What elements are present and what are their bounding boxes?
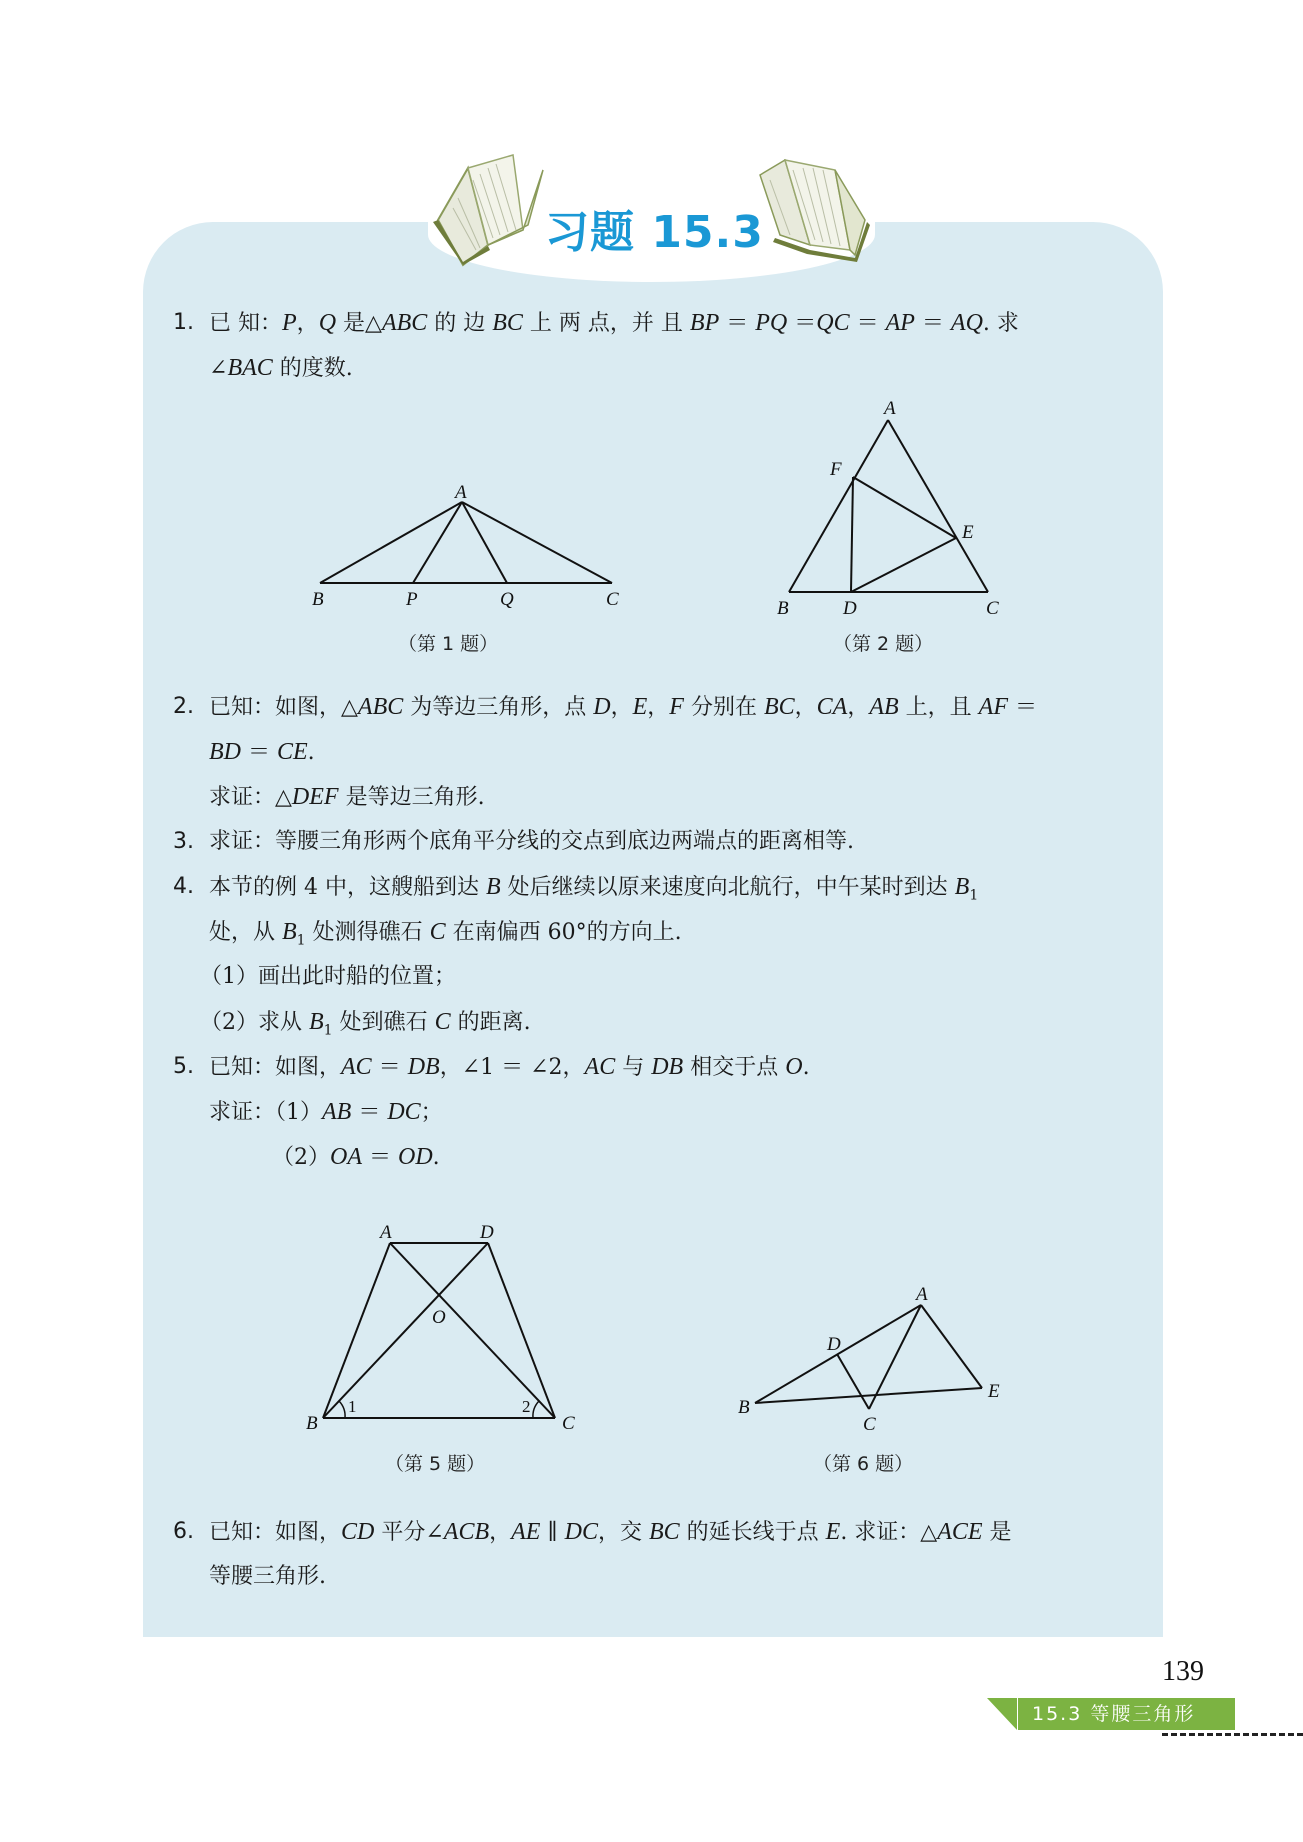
label-C: C bbox=[863, 1414, 876, 1435]
text: ， bbox=[794, 695, 817, 720]
text: ， bbox=[296, 311, 319, 336]
segment-DC bbox=[488, 1243, 555, 1418]
math: C bbox=[434, 1009, 451, 1035]
math: PQ bbox=[755, 310, 788, 336]
math: CD bbox=[341, 1519, 375, 1545]
math: QC bbox=[816, 310, 850, 336]
math: DEF bbox=[291, 784, 339, 810]
math: B bbox=[282, 919, 297, 945]
math: BP bbox=[689, 310, 720, 336]
text: ， bbox=[647, 695, 670, 720]
label-P: P bbox=[406, 589, 418, 610]
angle-1-arc bbox=[339, 1401, 345, 1418]
math: CA bbox=[816, 694, 848, 720]
label-A: A bbox=[380, 1222, 392, 1243]
text: ＝ bbox=[241, 740, 277, 765]
label-A: A bbox=[455, 482, 467, 503]
text: ＝ bbox=[1008, 695, 1037, 720]
problem-2-number: 2. bbox=[173, 694, 194, 719]
text: 在南偏西 60°的方向上. bbox=[445, 920, 682, 945]
label-A: A bbox=[884, 398, 896, 419]
math: AQ bbox=[950, 310, 983, 336]
label-D: D bbox=[827, 1334, 841, 1355]
math: BC bbox=[648, 1519, 680, 1545]
problem-4-sub-1: （1）画出此时船的位置； bbox=[200, 964, 456, 989]
label-D: D bbox=[843, 598, 857, 619]
text: . 求 bbox=[982, 311, 1019, 336]
math: DC bbox=[387, 1099, 421, 1125]
text: ＝ bbox=[351, 1100, 388, 1125]
text: 的延长线于点 bbox=[679, 1520, 826, 1545]
footer-tag-arrow bbox=[987, 1698, 1017, 1730]
text: ∥ bbox=[540, 1520, 565, 1545]
label-C: C bbox=[562, 1413, 575, 1434]
label-Q: Q bbox=[500, 589, 514, 610]
segment-DE bbox=[851, 538, 956, 592]
text: 是△ bbox=[336, 311, 382, 336]
problem-3-number: 3. bbox=[173, 829, 194, 854]
problem-3-line-1: 求证：等腰三角形两个底角平分线的交点到底边两端点的距离相等. bbox=[209, 829, 854, 854]
subscript: 1 bbox=[296, 932, 306, 949]
page-number: 139 bbox=[1162, 1656, 1204, 1687]
label-B: B bbox=[738, 1397, 750, 1418]
text: 相交于点 bbox=[683, 1055, 786, 1080]
text: 的距离. bbox=[450, 1010, 531, 1035]
math: E bbox=[825, 1519, 841, 1545]
math: AC bbox=[341, 1054, 372, 1080]
segment-AC bbox=[390, 1243, 555, 1418]
figure-2 bbox=[760, 395, 1000, 619]
math: B bbox=[309, 1009, 324, 1035]
problem-1-line-2 bbox=[209, 353, 353, 384]
math: F bbox=[669, 694, 684, 720]
problem-5-line-1 bbox=[209, 1052, 810, 1083]
label-C: C bbox=[606, 589, 619, 610]
math: ABC bbox=[381, 310, 428, 336]
segment-DC bbox=[837, 1354, 869, 1409]
label-B: B bbox=[312, 589, 324, 610]
text: ＝ bbox=[787, 311, 817, 336]
text: 已知：如图，△ bbox=[209, 695, 358, 720]
math: DB bbox=[407, 1054, 440, 1080]
math: C bbox=[429, 919, 446, 945]
problem-4-line-1 bbox=[209, 872, 978, 910]
text: 上，且 bbox=[898, 695, 979, 720]
problem-2-line-1 bbox=[209, 692, 1037, 723]
problem-5-number: 5. bbox=[173, 1054, 194, 1079]
open-book-icon bbox=[745, 150, 875, 270]
problem-5-line-3 bbox=[272, 1142, 440, 1173]
segment-AB bbox=[320, 502, 462, 583]
text: . bbox=[802, 1055, 810, 1080]
text: （2） bbox=[272, 1145, 330, 1170]
text: 的 边 bbox=[427, 311, 493, 336]
math: BD bbox=[209, 739, 241, 765]
text: 处后继续以原来速度向北航行，中午某时到达 bbox=[500, 875, 955, 900]
text: 的度数. bbox=[272, 356, 353, 381]
open-book-icon bbox=[428, 150, 558, 270]
text: . bbox=[432, 1145, 440, 1170]
segment-AP bbox=[413, 502, 462, 583]
segment-AE bbox=[921, 1305, 982, 1388]
math: DB bbox=[651, 1054, 684, 1080]
segment-AB bbox=[789, 420, 888, 592]
problem-6-line-2: 等腰三角形. bbox=[209, 1564, 326, 1589]
segment-DB bbox=[323, 1243, 488, 1418]
figure-5 bbox=[300, 1205, 590, 1434]
math: P bbox=[282, 310, 297, 336]
text: . bbox=[307, 740, 315, 765]
angle-2-arc bbox=[533, 1401, 539, 1418]
text: （2）求从 bbox=[200, 1010, 309, 1035]
math: ACE bbox=[937, 1519, 983, 1545]
math: AB bbox=[869, 694, 899, 720]
text: 已 知： bbox=[209, 311, 282, 336]
label-E: E bbox=[988, 1381, 1000, 1402]
text: 处到礁石 bbox=[332, 1010, 435, 1035]
text: ＝ bbox=[371, 1055, 408, 1080]
math: B bbox=[485, 874, 501, 900]
math: DC bbox=[564, 1519, 598, 1545]
text: ＝ bbox=[362, 1145, 398, 1170]
segment-FE bbox=[853, 477, 956, 538]
label-B: B bbox=[777, 598, 789, 619]
text: ＝ bbox=[914, 311, 951, 336]
text: 已知：如图， bbox=[209, 1520, 342, 1545]
text: ，∠1 ＝ ∠2， bbox=[439, 1055, 585, 1080]
problem-2-line-3 bbox=[209, 782, 485, 813]
math: B bbox=[954, 874, 970, 900]
text: 平分∠ bbox=[374, 1520, 444, 1545]
segment-DF bbox=[851, 477, 853, 592]
label-B: B bbox=[306, 1413, 318, 1434]
text: ， bbox=[847, 695, 870, 720]
label-D: D bbox=[480, 1222, 494, 1243]
text: ， bbox=[489, 1520, 512, 1545]
text: 是 bbox=[982, 1520, 1012, 1545]
label-C: C bbox=[986, 598, 999, 619]
math: D bbox=[593, 694, 611, 720]
text: 分别在 bbox=[683, 695, 764, 720]
label-F: F bbox=[830, 459, 842, 480]
math: AF bbox=[978, 694, 1008, 720]
problem-6-number: 6. bbox=[173, 1519, 194, 1544]
text: ，交 bbox=[597, 1520, 649, 1545]
text: 处测得礁石 bbox=[305, 920, 430, 945]
problem-4-line-2 bbox=[209, 917, 682, 955]
math: BC bbox=[492, 310, 523, 336]
footer-section-tag: 15.3 等腰三角形 bbox=[1018, 1698, 1235, 1730]
exercise-title: 习题 15.3 bbox=[545, 207, 764, 258]
text: ＝ bbox=[849, 311, 886, 336]
figure-2-caption: （第 2 题） bbox=[833, 633, 934, 655]
math: ABC bbox=[357, 694, 404, 720]
subscript: 1 bbox=[969, 887, 979, 904]
problem-5-line-2 bbox=[209, 1097, 443, 1128]
text: 本节的例 4 中，这艘船到达 bbox=[209, 875, 486, 900]
label-E: E bbox=[962, 522, 974, 543]
figure-1-caption: （第 1 题） bbox=[398, 633, 499, 655]
figure-1 bbox=[300, 470, 620, 620]
segment-BE bbox=[755, 1388, 982, 1403]
subscript: 1 bbox=[323, 1022, 333, 1039]
problem-1-number: 1. bbox=[173, 310, 194, 335]
math: AB bbox=[322, 1099, 352, 1125]
figure-5-caption: （第 5 题） bbox=[385, 1453, 486, 1475]
math: CE bbox=[277, 739, 308, 765]
figure-6-caption: （第 6 题） bbox=[813, 1453, 914, 1475]
figure-6 bbox=[730, 1280, 1010, 1435]
math: AP bbox=[885, 310, 915, 336]
problem-4-sub-2 bbox=[200, 1007, 531, 1045]
text: 求证：（1） bbox=[209, 1100, 322, 1125]
math: ACB bbox=[443, 1519, 490, 1545]
text: 上 两 点，并 且 bbox=[522, 311, 690, 336]
angle-symbol: ∠ bbox=[209, 356, 228, 381]
problem-4-number: 4. bbox=[173, 874, 194, 899]
math: OD bbox=[398, 1144, 433, 1170]
label-O: O bbox=[432, 1307, 446, 1328]
text: ， bbox=[610, 695, 633, 720]
text: 与 bbox=[615, 1055, 652, 1080]
problem-1-line-1 bbox=[209, 308, 1019, 339]
segment-AB bbox=[323, 1243, 390, 1418]
problem-2-line-2 bbox=[209, 737, 315, 768]
math: OA bbox=[330, 1144, 362, 1170]
label-2: 2 bbox=[522, 1397, 531, 1416]
math: AC bbox=[584, 1054, 616, 1080]
math: BAC bbox=[227, 355, 273, 381]
text: 已知：如图， bbox=[209, 1055, 342, 1080]
footer-dashed-line bbox=[1162, 1733, 1303, 1736]
text: 为等边三角形，点 bbox=[403, 695, 594, 720]
text: ； bbox=[420, 1100, 443, 1125]
text: . 求证：△ bbox=[840, 1520, 938, 1545]
text: 是等边三角形. bbox=[338, 785, 485, 810]
text: 求证：△ bbox=[209, 785, 292, 810]
math: E bbox=[632, 694, 648, 720]
label-A: A bbox=[916, 1284, 928, 1305]
label-1: 1 bbox=[348, 1397, 357, 1416]
math: BC bbox=[763, 694, 795, 720]
math: O bbox=[785, 1054, 803, 1080]
math: AE bbox=[511, 1519, 541, 1545]
text: ＝ bbox=[719, 311, 756, 336]
problem-6-line-1 bbox=[209, 1517, 1012, 1548]
text: 处，从 bbox=[209, 920, 282, 945]
math: Q bbox=[318, 310, 337, 336]
